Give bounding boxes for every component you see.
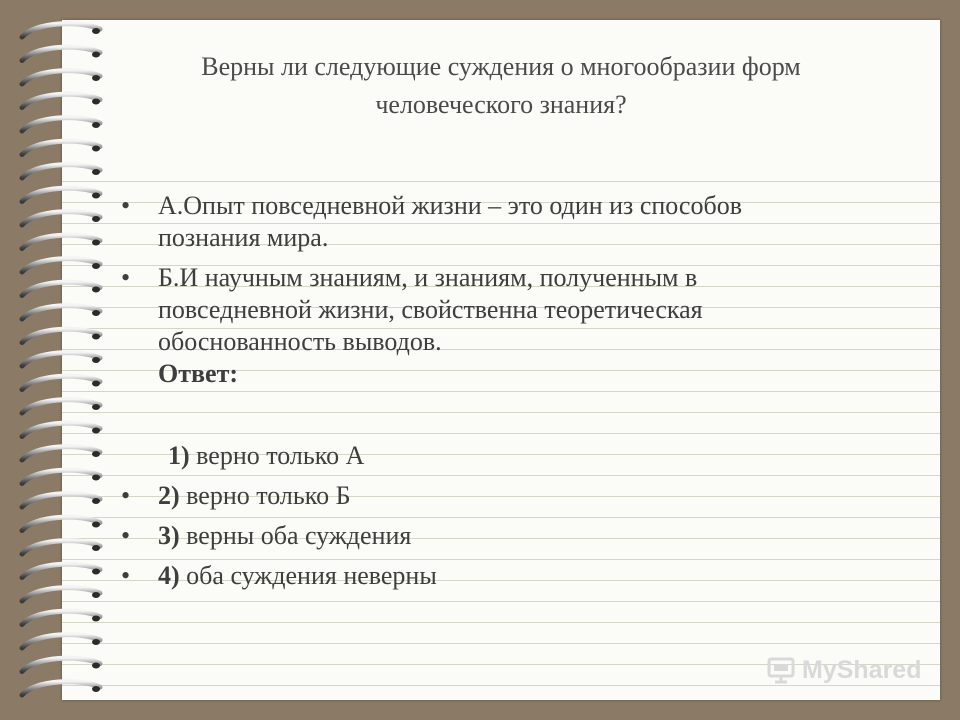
statement-b-line-3: обоснованность выводов. xyxy=(158,327,442,356)
spiral-ring xyxy=(22,564,100,577)
spiral-ring xyxy=(22,611,100,624)
binding-hole xyxy=(92,686,100,692)
spiral-ring xyxy=(22,682,100,695)
option-1 xyxy=(121,440,901,472)
spiral-ring xyxy=(22,259,100,272)
option-3-number: 3) xyxy=(158,521,180,550)
title-line-1: Верны ли следующие суждения о многообразии форм xyxy=(201,52,801,81)
binding-hole xyxy=(92,522,100,528)
statement-a-line-1: А.Опыт повседневной жизни – это один из способов xyxy=(158,191,742,220)
binding-hole xyxy=(92,146,100,152)
spiral-ring xyxy=(22,447,100,460)
spiral-ring xyxy=(22,470,100,483)
binding-hole xyxy=(92,475,100,481)
binding-hole xyxy=(92,357,100,363)
option-4 xyxy=(121,560,901,592)
binding-hole xyxy=(92,216,100,222)
binding-hole xyxy=(92,663,100,669)
answer-label: Ответ: xyxy=(158,359,239,388)
spiral-ring xyxy=(22,517,100,530)
slide-title xyxy=(62,48,940,124)
option-2-number: 2) xyxy=(158,481,180,510)
option-3-text: верны оба суждения xyxy=(179,521,412,550)
binding-hole xyxy=(92,287,100,293)
option-2 xyxy=(121,480,901,512)
spiral-ring xyxy=(22,423,100,436)
spiral-ring xyxy=(22,588,100,601)
option-4-number: 4) xyxy=(158,561,180,590)
spiral-ring xyxy=(22,400,100,413)
spiral-ring xyxy=(22,658,100,671)
binding-hole xyxy=(92,193,100,199)
spiral-ring xyxy=(22,635,100,648)
spiral-ring xyxy=(22,235,100,248)
binding-hole xyxy=(92,310,100,316)
title-line-2: человеческого знания? xyxy=(375,90,627,119)
binding-hole xyxy=(92,639,100,645)
spiral-ring xyxy=(22,141,100,154)
watermark-logo xyxy=(766,655,921,685)
spiral-ring xyxy=(22,165,100,178)
binding-hole xyxy=(92,381,100,387)
binding-hole xyxy=(92,263,100,269)
watermark-text: MyShared xyxy=(802,655,922,684)
option-2-text: верно только Б xyxy=(179,481,351,510)
binding-hole xyxy=(92,240,100,246)
option-1-text: верно только А xyxy=(189,441,365,470)
spiral-ring xyxy=(22,306,100,319)
option-4-text: оба суждения неверны xyxy=(179,561,437,590)
binding-hole xyxy=(92,169,100,175)
binding-hole xyxy=(92,451,100,457)
spiral-ring xyxy=(22,494,100,507)
presentation-board-icon xyxy=(766,655,796,685)
statement-b-line-2: повседневной жизни, свойственна теоретическая xyxy=(158,295,703,324)
statement-a xyxy=(121,190,901,254)
statement-b-line-1: Б.И научным знаниям, и знаниям, полученным в xyxy=(158,263,698,292)
spiral-ring xyxy=(22,282,100,295)
binding-hole xyxy=(92,569,100,575)
spiral-ring xyxy=(22,24,100,37)
spiral-ring xyxy=(22,329,100,342)
statement-b xyxy=(121,262,901,390)
binding-hole xyxy=(92,404,100,410)
spiral-ring xyxy=(22,188,100,201)
binding-hole xyxy=(92,498,100,504)
binding-hole xyxy=(92,334,100,340)
spiral-ring xyxy=(22,353,100,366)
option-3 xyxy=(121,520,901,552)
spiral-ring xyxy=(22,376,100,389)
question-content xyxy=(121,190,901,600)
spiral-ring xyxy=(22,212,100,225)
binding-hole xyxy=(92,28,100,34)
spiral-ring xyxy=(22,541,100,554)
statement-a-line-2: познания мира. xyxy=(158,223,329,252)
option-1-number: 1) xyxy=(168,441,190,470)
binding-hole xyxy=(92,428,100,434)
binding-hole xyxy=(92,592,100,598)
binding-hole xyxy=(92,616,100,622)
binding-hole xyxy=(92,545,100,551)
